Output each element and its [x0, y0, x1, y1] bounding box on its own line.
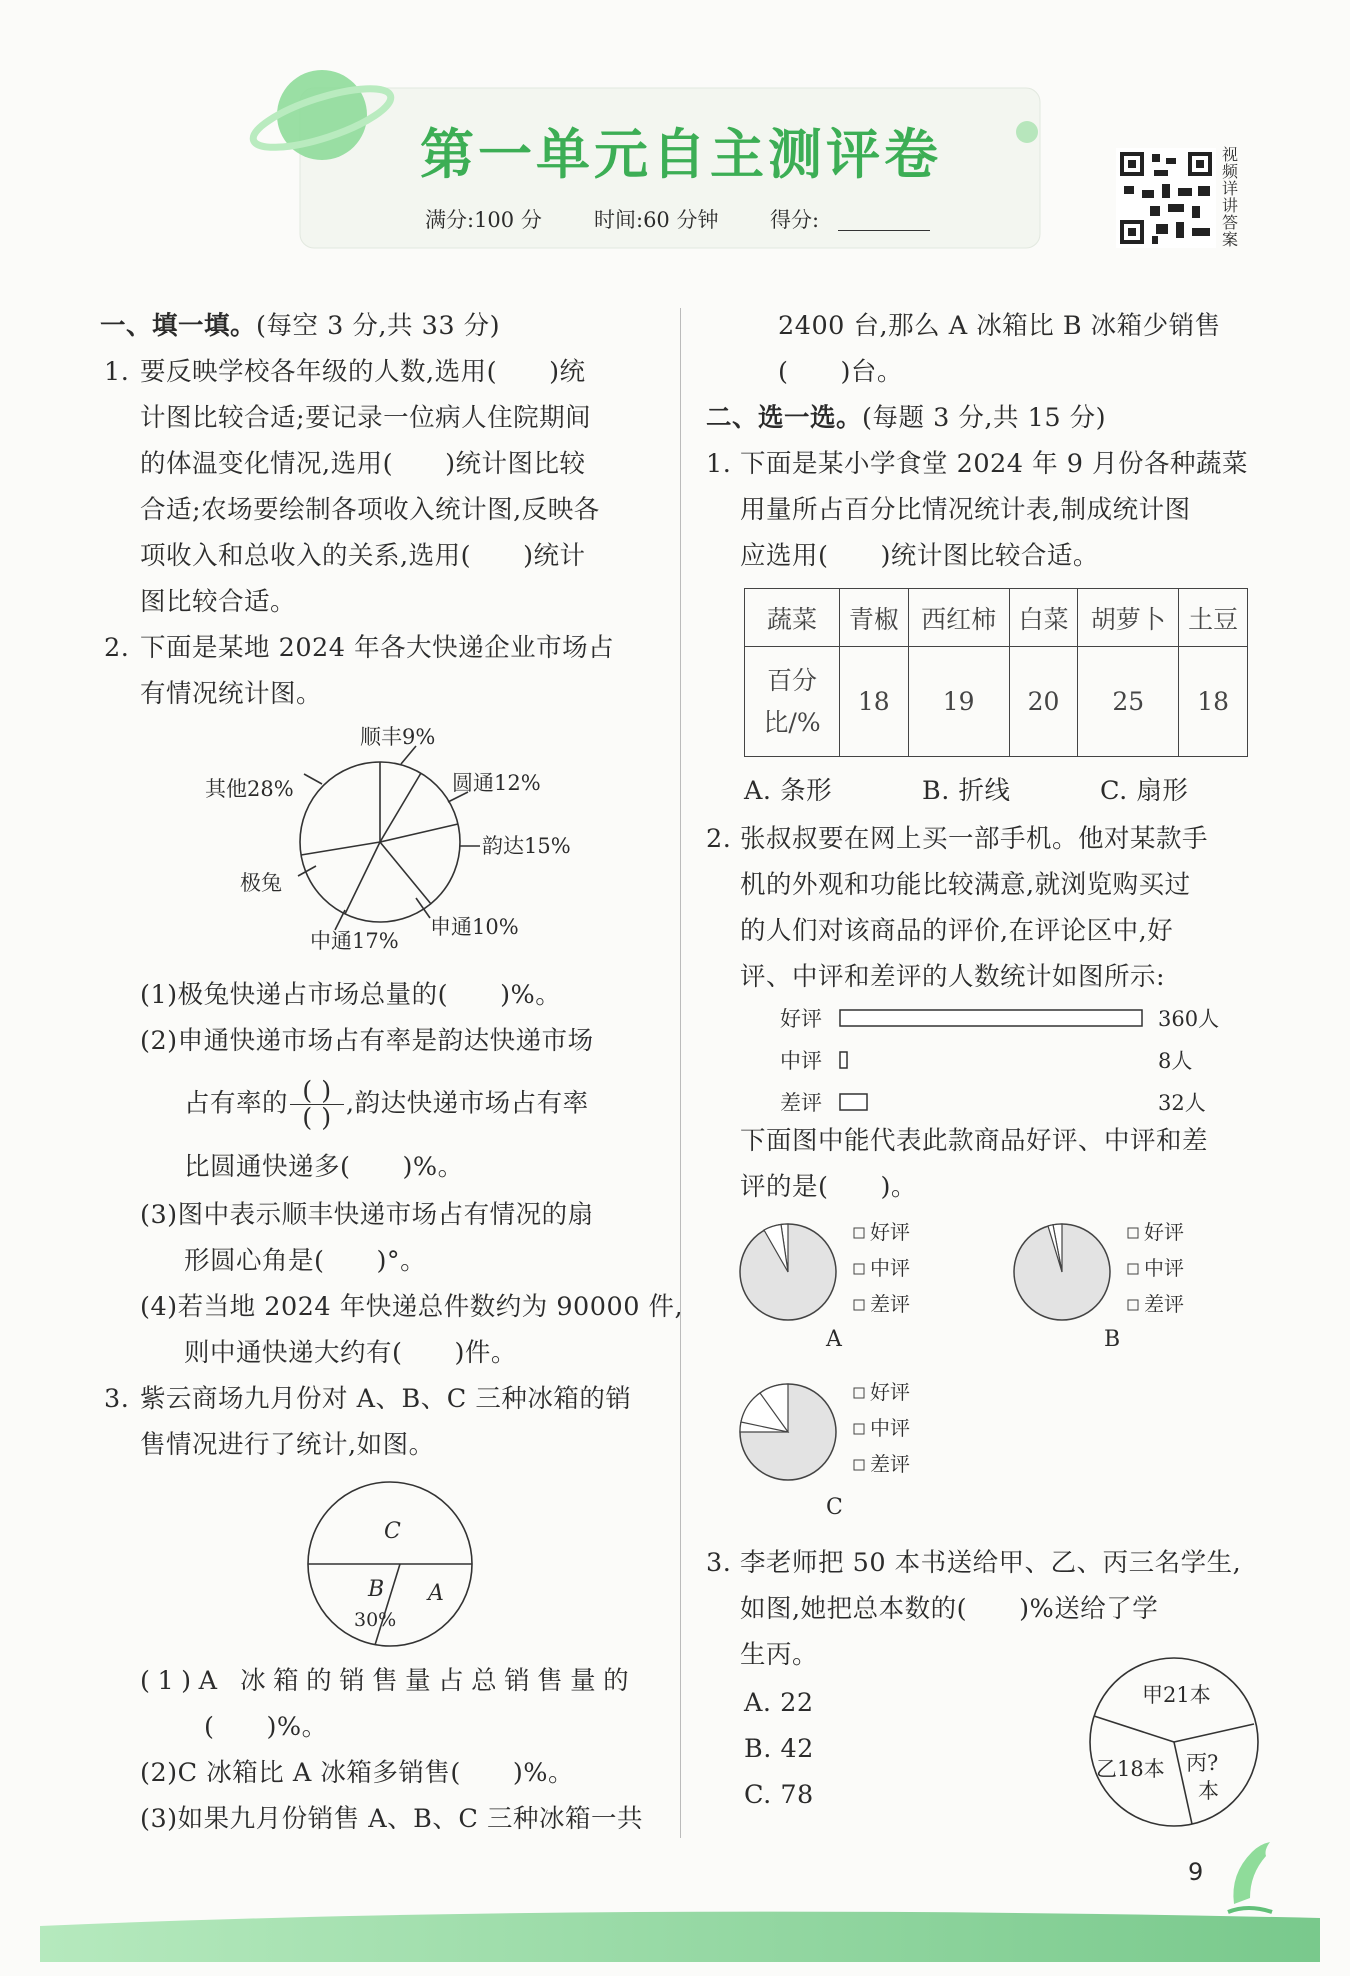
option-a[interactable]: A. 条形 [744, 776, 833, 806]
pie-label: A [428, 1581, 444, 1606]
option-pie-c[interactable] [736, 1372, 986, 1522]
pie-slice-divider [1094, 1716, 1174, 1742]
s1-q2-number: 2. [104, 633, 130, 663]
svg-text:好评: 好评 [870, 1380, 910, 1404]
pie-label: 甲21本 [1142, 1683, 1211, 1707]
header [0, 0, 1350, 270]
full-score: 满分:100 分 [425, 208, 542, 232]
pie-slice-divider [1174, 1724, 1254, 1742]
bar-neutral [840, 1052, 847, 1068]
s1-q2-sub: (1)极兔快递占市场总量的( )%。 (2)申通快递市场占有率是韵达快递市场 [140, 980, 594, 1056]
pie-label: B [368, 1577, 385, 1602]
s1-q3-text: 紫云商场九月份对 A、B、C 三种冰箱的销 售情况进行了统计,如图。 [140, 1384, 632, 1460]
svg-text:差评: 差评 [870, 1292, 910, 1316]
pie-label: 极兔 [240, 871, 282, 895]
score-label: 得分: [770, 208, 820, 232]
pie-label: 其他28% [205, 777, 294, 801]
bar-label: 差评 [780, 1091, 822, 1115]
page-title: 第一单元自主测评卷 [420, 123, 942, 186]
bar-value: 360人 [1158, 1007, 1220, 1031]
s1-q3-number: 3. [104, 1384, 130, 1414]
s1-q1 [104, 349, 129, 395]
s1-q2-sub2: 比圆通快递多( )%。 [184, 1152, 464, 1182]
pie-label: 申通10% [430, 915, 519, 939]
svg-text:差评: 差评 [870, 1452, 910, 1476]
vegetable-table: 蔬菜 青椒 西红柿 白菜 胡萝卜 土豆 百分 比/% 18 19 20 25 18 [744, 588, 1248, 757]
svg-text:差评: 差评 [1144, 1292, 1184, 1316]
svg-text:好评: 好评 [870, 1220, 910, 1244]
s1-q3-continue: 2400 台,那么 A 冰箱比 B 冰箱少销售 ( )台。 [778, 311, 1221, 387]
s1-q3-sub: (1)A 冰箱的销售量占总销售量的 ( )%。 (2)C 冰箱比 A 冰箱多销售( )%。 (3)如果九月份销售 A、B、C 三种冰箱一共 [140, 1666, 643, 1834]
s2-q1-text: 下面是某小学食堂 2024 年 9 月份各种蔬菜 用量所占百分比情况统计表,制成统计图 应选用( )统计图比较合适。 [740, 449, 1249, 571]
svg-text:中评: 中评 [1144, 1256, 1184, 1280]
s1-q2-sub3: (3)图中表示顺丰快递市场占有情况的扇 形圆心角是( )°。 (4)若当地 2024 年快递总件数约为 90000 件, 则中通快递大约有( )件。 [140, 1200, 684, 1368]
pie-slice-divider [345, 842, 380, 914]
bar-bad [840, 1094, 867, 1110]
s1-q1-text: 要反映学校各年级的人数,选用( )统 计图比较合适;要记录一位病人住院期间 的体温变化情况,选用( )统计图比较 合适;农场要绘制各项收入统计图,反映各 项收入和总收入的关系,选用( )统计 图比较合适。 [140, 357, 600, 617]
s1-q2-fraction-line: 占有率的 $\frac{( )}{( )}$ ,韵达快递市场占有率 [184, 1076, 589, 1133]
pie-label: 韵达15% [482, 834, 571, 858]
svg-text:中评: 中评 [870, 1416, 910, 1440]
option-pie-b[interactable] [1010, 1212, 1260, 1352]
q-number: 1. [104, 357, 130, 387]
score-blank[interactable] [838, 230, 930, 231]
pie-label: 圆通12% [452, 771, 541, 795]
s2-q2-text2: 下面图中能代表此款商品好评、中评和差 评的是( )。 [740, 1126, 1209, 1202]
option-pie-a[interactable] [736, 1212, 986, 1352]
s2-q2-number: 2. [706, 824, 732, 854]
bar-label: 中评 [780, 1049, 822, 1073]
column-divider [680, 308, 681, 1838]
option-b[interactable]: B. 折线 [922, 776, 1011, 806]
bar-label: 好评 [780, 1007, 822, 1031]
s2-q3-text: 李老师把 50 本书送给甲、乙、丙三名学生, 如图,她把总本数的( )%送给了学 生丙。 [740, 1548, 1242, 1670]
fridge-pie-chart [300, 1476, 500, 1656]
s2-q2-text: 张叔叔要在网上买一部手机。他对某款手 机的外观和功能比较满意,就浏览购买过 的人们对该商品的评价,在评论区中,好 评、中评和差评的人数统计如图所示: [740, 824, 1209, 992]
pie-label: C [384, 1519, 401, 1544]
page-number: 9 [1188, 1858, 1204, 1886]
pie-label: 乙18本 [1096, 1757, 1165, 1781]
svg-text:中评: 中评 [870, 1256, 910, 1280]
svg-text:好评: 好评 [1144, 1220, 1184, 1244]
section1-heading: 一、填一填。(每空 3 分,共 33 分) [100, 311, 501, 341]
fraction-blank[interactable]: $\frac{( )}{( )}$ [290, 1078, 344, 1131]
bar-good [840, 1010, 1142, 1026]
pie-slice-divider [380, 842, 431, 904]
footer-band [0, 1896, 1350, 1976]
option-label: B [1104, 1327, 1121, 1352]
option-label: C [826, 1495, 843, 1520]
option-c[interactable]: C. 扇形 [1100, 776, 1189, 806]
bar-value: 32人 [1158, 1091, 1206, 1115]
section2-heading: 二、选一选。(每题 3 分,共 15 分) [706, 403, 1107, 433]
option-b[interactable]: B. 42 [744, 1734, 814, 1764]
s2-q3-number: 3. [706, 1548, 732, 1578]
pie-slice-divider [380, 773, 421, 842]
pie-label: 丙? [1186, 1751, 1219, 1775]
time-limit: 时间:60 分钟 [594, 208, 719, 232]
qr-code-icon[interactable] [1116, 148, 1216, 248]
review-bar-chart [770, 996, 1270, 1126]
s2-q1-number: 1. [706, 449, 732, 479]
option-c[interactable]: C. 78 [744, 1780, 814, 1810]
qr-note: 视频详讲答案 [1222, 145, 1239, 249]
bar-value: 8人 [1158, 1049, 1193, 1073]
dolphin-icon [1214, 1834, 1284, 1918]
option-a[interactable]: A. 22 [744, 1688, 814, 1718]
s2-q3-options [744, 1680, 814, 1818]
option-label: A [826, 1327, 842, 1352]
express-pie-chart [190, 718, 610, 958]
books-pie-chart [1082, 1652, 1272, 1832]
pie-label: 顺丰9% [360, 725, 436, 749]
pie-slice-divider [301, 842, 380, 855]
s1-q2-text: 下面是某地 2024 年各大快递企业市场占 有情况统计图。 [140, 633, 615, 709]
pie-label: 30% [354, 1609, 397, 1631]
pie-slice-divider [380, 824, 458, 842]
pie-label: 本 [1198, 1779, 1219, 1803]
pie-label: 中通17% [310, 929, 399, 953]
